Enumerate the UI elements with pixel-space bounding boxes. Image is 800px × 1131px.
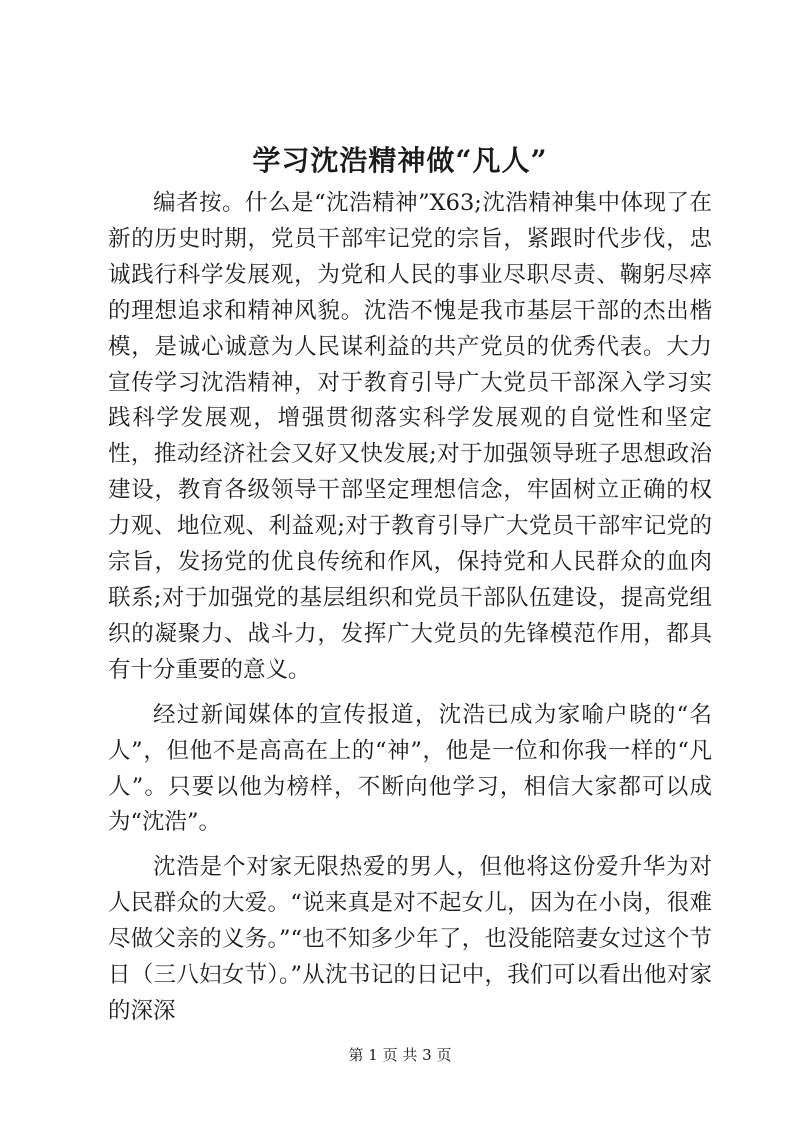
paragraph-family-love: 沈浩是个对家无限热爱的男人，但他将这份爱升华为对人民群众的大爱。“说来真是对不起女儿，因为在小岗，很难尽做父亲的义务。”“也不知多少年了，也没能陪妻女过这个节日（三八妇女节）。”从沈书记的日记中，我们可以看出他对家的深深 — [108, 854, 712, 1024]
paragraph-media-coverage: 经过新闻媒体的宣传报道，沈浩已成为家喻户晓的“名人”，但他不是高高在上的“神”，他是一位和你我一样的“凡人”。只要以他为榜样，不断向他学习，相信大家都可以成为“沈浩”。 — [108, 701, 712, 836]
document-body — [108, 186, 712, 1030]
paragraph-editor-note: 编者按。什么是“沈浩精神”X63;沈浩精神集中体现了在新的历史时期，党员干部牢记党的宗旨，紧跟时代步伐，忠诚践行科学发展观，为党和人民的事业尽职尽责、鞠躬尽瘁的理想追求和精神风貌。沈浩不愧是我市基层干部的杰出楷模，是诚心诚意为人民谋利益的共产党员的优秀代表。大力宣传学习沈浩精神，对于教育引导广大党员干部深入学习实践科学发展观，增强贯彻落实科学发展观的自觉性和坚定性，推动经济社会又好又快发展;对于加强领导班子思想政治建设，教育各级领导干部坚定理想信念，牢固树立正确的权力观、地位观、利益观;对于教育引导广大党员干部牢记党的宗旨，发扬党的优良传统和作风，保持党和人民群众的血肉联系;对于加强党的基层组织和党员干部队伍建设，提高党组织的凝聚力、战斗力，发挥广大党员的先锋模范作用，都具有十分重要的意义。 — [108, 190, 712, 683]
page-number-footer: 第 1 页 共 3 页 — [348, 1046, 452, 1064]
document-title: 学习沈浩精神做“凡人” — [252, 144, 548, 177]
